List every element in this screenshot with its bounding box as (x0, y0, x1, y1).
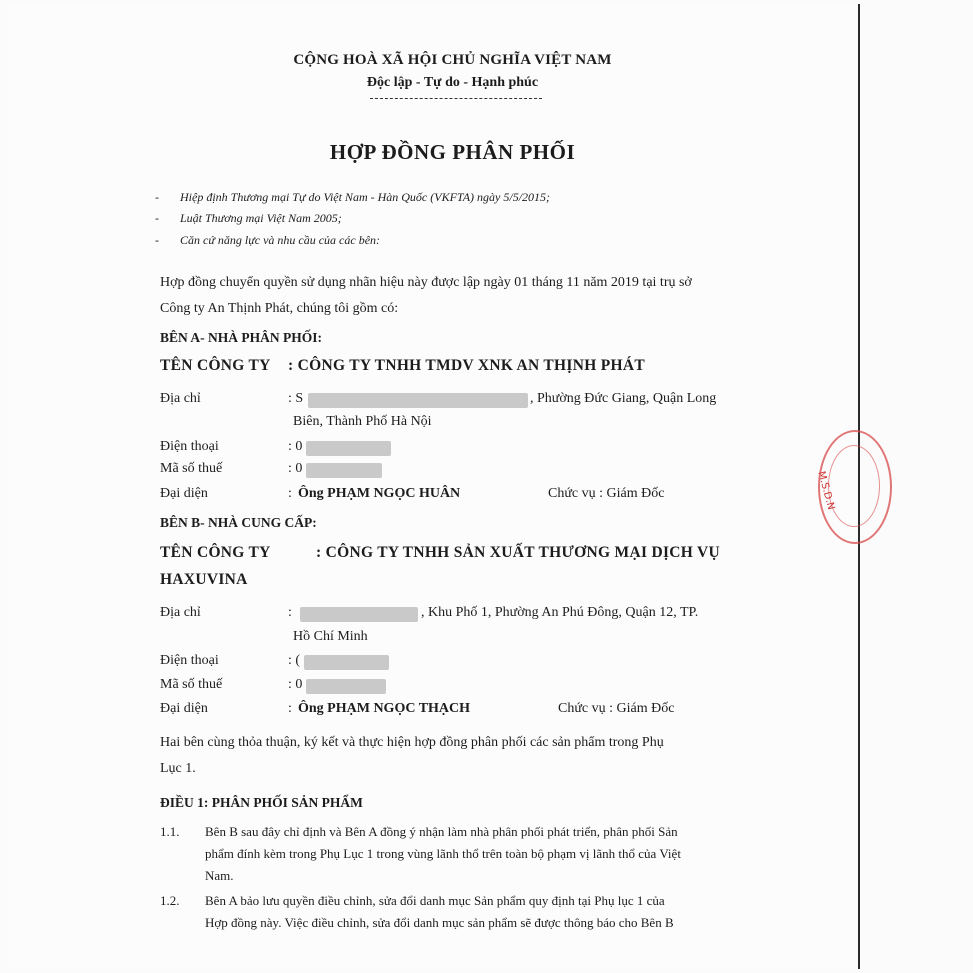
redaction-bar (306, 463, 382, 478)
party-a-heading: BÊN A- NHÀ PHÂN PHỐI: (160, 330, 322, 345)
party-a-rep-colon: : (288, 486, 292, 501)
party-a-phone-label: Điện thoại (160, 439, 219, 454)
party-a-tax-label: Mã số thuế (160, 461, 223, 476)
party-a-address-prefix: : S (288, 391, 304, 406)
bullet-dash: - (155, 190, 159, 204)
clause-number: 1.2. (160, 893, 180, 908)
clause-line: Bên B sau đây chỉ định và Bên A đồng ý nhận làm nhà phân phối phát triển, phân phối Sản (205, 824, 678, 839)
nation-header: CỘNG HOÀ XÃ HỘI CHỦ NGHĨA VIỆT NAM (293, 52, 612, 68)
redaction-bar (306, 679, 386, 694)
company-stamp-inner-ring (828, 445, 880, 527)
party-b-rep-label: Đại diện (160, 701, 208, 716)
redaction-bar (306, 441, 391, 456)
agreement-line-2: Lục 1. (160, 761, 196, 776)
party-b-company-value: : CÔNG TY TNHH SẢN XUẤT THƯƠNG MẠI DỊCH VỤ (316, 544, 721, 561)
intro-line-2: Công ty An Thịnh Phát, chúng tôi gồm có: (160, 301, 399, 316)
party-b-position: Chức vụ : Giám Đốc (558, 701, 675, 716)
party-b-heading: BÊN B- NHÀ CUNG CẤP: (160, 515, 317, 530)
basis-item (155, 233, 381, 248)
document-title: HỢP ĐỒNG PHÂN PHỐI (329, 140, 576, 164)
bullet-dash: - (155, 233, 159, 247)
party-a-company-label: TÊN CÔNG TY (160, 357, 271, 374)
redaction-bar (304, 655, 389, 670)
redaction-bar (300, 607, 418, 622)
bullet-dash: - (155, 211, 159, 225)
header-divider (370, 98, 542, 99)
intro-line-1: Hợp đồng chuyển quyền sử dụng nhãn hiệu này được lập ngày 01 tháng 11 năm 2019 tại trụ sở (160, 275, 692, 290)
party-b-rep-name: Ông PHẠM NGỌC THẠCH (298, 701, 471, 716)
motto: Độc lập - Tự do - Hạnh phúc (366, 75, 539, 90)
clause-line: Nam. (205, 868, 234, 883)
article-1-heading: ĐIỀU 1: PHÂN PHỐI SẢN PHẨM (160, 795, 363, 810)
party-b-rep-colon: : (288, 701, 292, 716)
party-a-tax-prefix: : 0 (288, 461, 303, 476)
party-a-position: Chức vụ : Giám Đốc (548, 486, 665, 501)
basis-item (155, 190, 551, 205)
party-b-address-prefix: : (288, 605, 292, 620)
party-b-company-label: TÊN CÔNG TY (160, 544, 271, 561)
clause-number: 1.1. (160, 824, 180, 839)
agreement-line-1: Hai bên cùng thỏa thuận, ký kết và thực hiện hợp đồng phân phối các sản phẩm trong Phụ (160, 735, 664, 750)
party-a-address-tail: , Phường Đức Giang, Quận Long (530, 391, 717, 406)
basis-text: Luật Thương mại Việt Nam 2005; (180, 211, 342, 225)
stamp-text: M.S.D.N (815, 470, 837, 512)
party-a-company-value: : CÔNG TY TNHH TMDV XNK AN THỊNH PHÁT (288, 357, 646, 374)
clause-line: Hợp đồng này. Việc điều chỉnh, sửa đổi danh mục sản phẩm sẽ được thông báo cho Bên B (205, 915, 674, 930)
basis-text: Hiệp định Thương mại Tự do Việt Nam - Hàn Quốc (VKFTA) ngày 5/5/2015; (180, 190, 551, 204)
basis-item (155, 211, 342, 226)
party-b-tax-prefix: : 0 (288, 677, 303, 692)
party-a-address-line2: Biên, Thành Phố Hà Nội (293, 414, 432, 429)
party-b-address-tail: , Khu Phố 1, Phường An Phú Đông, Quận 12, TP. (421, 605, 699, 620)
party-b-address-line2: Hồ Chí Minh (293, 629, 368, 644)
party-b-address-label: Địa chỉ (160, 605, 201, 620)
party-b-company-line2: HAXUVINA (160, 571, 248, 588)
party-b-phone-prefix: : ( (288, 653, 301, 668)
party-a-phone-prefix: : 0 (288, 439, 303, 454)
party-a-address-label: Địa chỉ (160, 391, 201, 406)
party-b-phone-label: Điện thoại (160, 653, 219, 668)
clause-line: Bên A bảo lưu quyền điều chỉnh, sửa đổi danh mục Sản phẩm quy định tại Phụ lục 1 của (205, 893, 665, 908)
party-b-tax-label: Mã số thuế (160, 677, 223, 692)
party-a-rep-label: Đại diện (160, 486, 208, 501)
clause-line: phẩm đính kèm trong Phụ Lục 1 trong vùng lãnh thổ trên toàn bộ phạm vị lãnh thổ của Việt (205, 846, 681, 861)
basis-text: Căn cứ năng lực và nhu cầu của các bên: (180, 233, 381, 247)
party-a-rep-name: Ông PHẠM NGỌC HUÂN (298, 486, 461, 501)
redaction-bar (308, 393, 528, 408)
